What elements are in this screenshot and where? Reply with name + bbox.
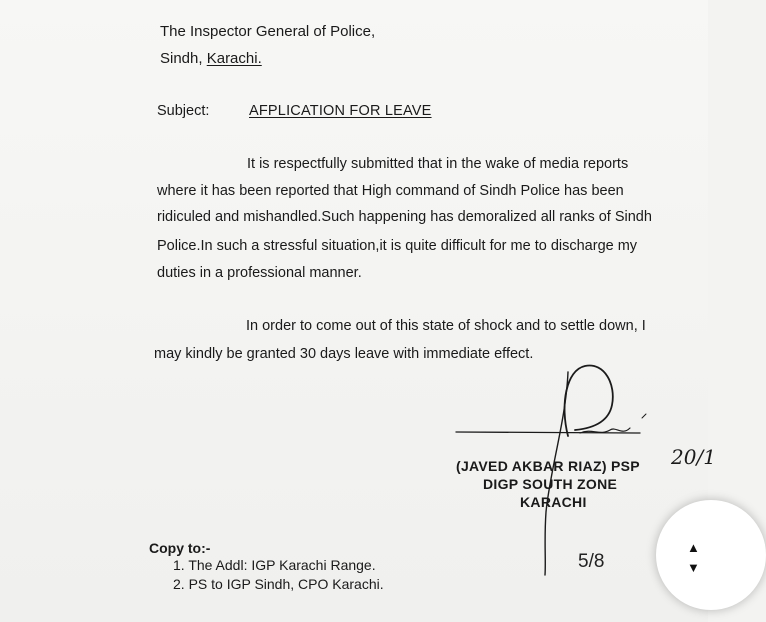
paragraph-1-line: where it has been reported that High command of Sindh Police has been: [157, 183, 624, 199]
chevron-up-icon[interactable]: ▲: [687, 540, 700, 555]
paragraph-1-line: ridiculed and mishandled.Such happening has demoralized all ranks of Sindh: [157, 209, 652, 225]
handwritten-date: 20/1: [671, 445, 716, 469]
paragraph-2-line: In order to come out of this state of shock and to settle down, I: [246, 318, 646, 334]
recipient-city: Karachi.: [206, 50, 262, 67]
copy-to-item: 1. The Addl: IGP Karachi Range.: [173, 557, 376, 573]
copy-to-title: Copy to:-: [149, 540, 211, 556]
signatory-title: DIGP SOUTH ZONE: [483, 476, 618, 492]
signatory-city: KARACHI: [520, 494, 587, 510]
paragraph-1-line: duties in a professional manner.: [157, 265, 362, 281]
paragraph-1-line: It is respectfully submitted that in the wake of media reports: [247, 156, 629, 172]
paragraph-1-line: Police.In such a stressful situation,it is quite difficult for me to discharge my: [157, 238, 638, 254]
recipient-province: Sindh,: [160, 50, 203, 67]
subject-value: AFPLICATION FOR LEAVE: [249, 103, 432, 119]
page-counter: 5/8: [578, 551, 605, 572]
page-nav-control[interactable]: [656, 500, 766, 610]
paragraph-2-line: may kindly be granted 30 days leave with immediate effect.: [154, 346, 534, 362]
recipient-line-1: The Inspector General of Police,: [160, 23, 376, 40]
subject-label: Subject:: [157, 103, 210, 119]
copy-to-item: 2. PS to IGP Sindh, CPO Karachi.: [173, 576, 384, 592]
chevron-down-icon[interactable]: ▼: [687, 560, 700, 575]
signatory-name: (JAVED AKBAR RIAZ) PSP: [456, 458, 640, 474]
